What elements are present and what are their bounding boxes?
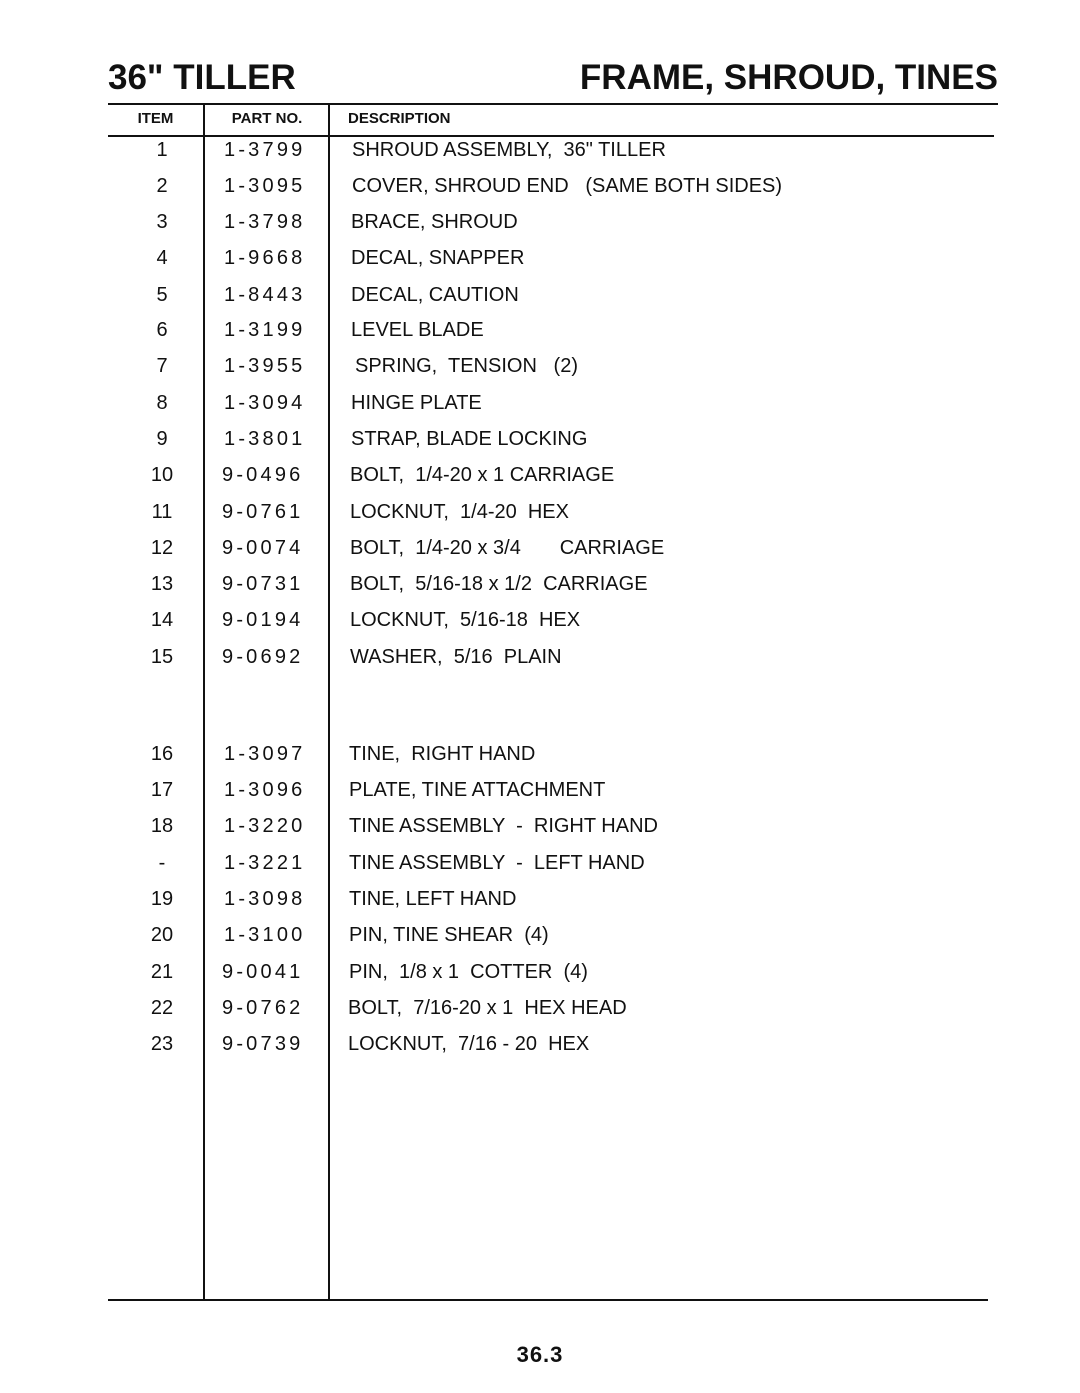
item-number: 15 bbox=[150, 646, 174, 668]
table-row bbox=[108, 388, 988, 418]
table-row bbox=[108, 135, 988, 165]
part-number: 1-3799 bbox=[224, 139, 306, 161]
table-row bbox=[108, 315, 988, 345]
part-number: 1-3798 bbox=[224, 211, 306, 233]
part-number: 1-3220 bbox=[224, 815, 306, 837]
table-row bbox=[108, 775, 988, 805]
part-number: 9-0041 bbox=[222, 961, 304, 983]
part-description: BOLT, 7/16-20 x 1 HEX HEAD bbox=[348, 997, 627, 1019]
part-description: BRACE, SHROUD bbox=[351, 211, 518, 233]
item-number: 23 bbox=[150, 1033, 174, 1055]
table-row bbox=[108, 351, 988, 381]
item-number: 12 bbox=[150, 537, 174, 559]
part-number: 9-0496 bbox=[222, 464, 304, 486]
item-number: 1 bbox=[156, 139, 168, 161]
part-description: SPRING, TENSION (2) bbox=[355, 355, 578, 377]
item-number: 6 bbox=[156, 319, 168, 341]
item-number: 18 bbox=[150, 815, 174, 837]
column-header-item: ITEM bbox=[137, 110, 174, 127]
item-number: 9 bbox=[156, 428, 168, 450]
item-number: 8 bbox=[156, 392, 168, 414]
item-number: 19 bbox=[150, 888, 174, 910]
page-title-right: FRAME, SHROUD, TINES bbox=[579, 58, 998, 97]
part-number: 1-3100 bbox=[224, 924, 306, 946]
table-row bbox=[108, 533, 988, 563]
top-rule bbox=[108, 103, 998, 105]
table-row bbox=[108, 207, 988, 237]
table-row bbox=[108, 739, 988, 769]
part-number: 1-8443 bbox=[224, 284, 306, 306]
part-description: LEVEL BLADE bbox=[351, 319, 484, 341]
table-row bbox=[108, 605, 988, 635]
part-number: 9-0739 bbox=[222, 1033, 304, 1055]
bottom-rule bbox=[108, 1299, 988, 1301]
part-description: LOCKNUT, 7/16 - 20 HEX bbox=[348, 1033, 590, 1055]
part-number: 9-0762 bbox=[222, 997, 304, 1019]
page-number: 36.3 bbox=[516, 1342, 564, 1367]
part-description: BOLT, 1/4-20 x 1 CARRIAGE bbox=[350, 464, 615, 486]
part-number: 1-9668 bbox=[224, 247, 306, 269]
table-row bbox=[108, 280, 988, 310]
table-row bbox=[108, 460, 988, 490]
part-number: 1-3094 bbox=[224, 392, 306, 414]
part-number: 9-0761 bbox=[222, 501, 304, 523]
table-row bbox=[108, 920, 988, 950]
item-number: 4 bbox=[156, 247, 168, 269]
page-title-left: 36" TILLER bbox=[108, 58, 296, 97]
item-number: 5 bbox=[156, 284, 168, 306]
column-header-description: DESCRIPTION bbox=[348, 110, 451, 127]
part-description: WASHER, 5/16 PLAIN bbox=[350, 646, 562, 668]
part-number: 1-3095 bbox=[224, 175, 306, 197]
part-description: PIN, 1/8 x 1 COTTER (4) bbox=[349, 961, 588, 983]
item-number: 17 bbox=[150, 779, 174, 801]
part-description: TINE, LEFT HAND bbox=[349, 888, 517, 910]
part-number: 1-3955 bbox=[224, 355, 306, 377]
part-number: 9-0074 bbox=[222, 537, 304, 559]
item-number: 22 bbox=[150, 997, 174, 1019]
part-number: 9-0692 bbox=[222, 646, 304, 668]
part-description: BOLT, 5/16-18 x 1/2 CARRIAGE bbox=[350, 573, 648, 595]
item-number: 21 bbox=[150, 961, 174, 983]
part-description: LOCKNUT, 5/16-18 HEX bbox=[350, 609, 581, 631]
part-number: 9-0194 bbox=[222, 609, 304, 631]
table-row bbox=[108, 993, 988, 1023]
part-description: COVER, SHROUD END (SAME BOTH SIDES) bbox=[352, 175, 783, 197]
part-description: DECAL, CAUTION bbox=[351, 284, 519, 306]
part-description: TINE, RIGHT HAND bbox=[349, 743, 536, 765]
part-number: 1-3221 bbox=[224, 852, 306, 874]
part-description: PIN, TINE SHEAR (4) bbox=[349, 924, 549, 946]
table-row bbox=[108, 848, 988, 878]
part-number: 1-3098 bbox=[224, 888, 306, 910]
item-number: 7 bbox=[156, 355, 168, 377]
part-number: 1-3097 bbox=[224, 743, 306, 765]
table-row bbox=[108, 1029, 988, 1059]
table-row bbox=[108, 811, 988, 841]
part-description: LOCKNUT, 1/4-20 HEX bbox=[350, 501, 569, 523]
part-number: 9-0731 bbox=[222, 573, 304, 595]
part-description: TINE ASSEMBLY - RIGHT HAND bbox=[349, 815, 658, 837]
table-row bbox=[108, 884, 988, 914]
table-row bbox=[108, 424, 988, 454]
item-number: 14 bbox=[150, 609, 174, 631]
item-number: 3 bbox=[156, 211, 168, 233]
item-number: - bbox=[158, 852, 166, 874]
item-number: 13 bbox=[150, 573, 174, 595]
item-number: 10 bbox=[150, 464, 174, 486]
part-description: SHROUD ASSEMBLY, 36" TILLER bbox=[352, 139, 666, 161]
part-description: PLATE, TINE ATTACHMENT bbox=[349, 779, 606, 801]
part-description: TINE ASSEMBLY - LEFT HAND bbox=[349, 852, 645, 874]
table-row bbox=[108, 243, 988, 273]
part-description: HINGE PLATE bbox=[351, 392, 482, 414]
part-number: 1-3096 bbox=[224, 779, 306, 801]
table-row bbox=[108, 957, 988, 987]
item-number: 11 bbox=[151, 501, 173, 523]
table-row bbox=[108, 497, 988, 527]
part-description: STRAP, BLADE LOCKING bbox=[351, 428, 588, 450]
table-row bbox=[108, 569, 988, 599]
item-number: 2 bbox=[156, 175, 168, 197]
column-header-part-no: PART NO. bbox=[231, 110, 303, 127]
part-description: DECAL, SNAPPER bbox=[351, 247, 525, 269]
item-number: 16 bbox=[150, 743, 174, 765]
table-row bbox=[108, 642, 988, 672]
part-description: BOLT, 1/4-20 x 3/4 CARRIAGE bbox=[350, 537, 665, 559]
table-row bbox=[108, 171, 988, 201]
part-number: 1-3801 bbox=[224, 428, 306, 450]
item-number: 20 bbox=[150, 924, 174, 946]
part-number: 1-3199 bbox=[224, 319, 306, 341]
